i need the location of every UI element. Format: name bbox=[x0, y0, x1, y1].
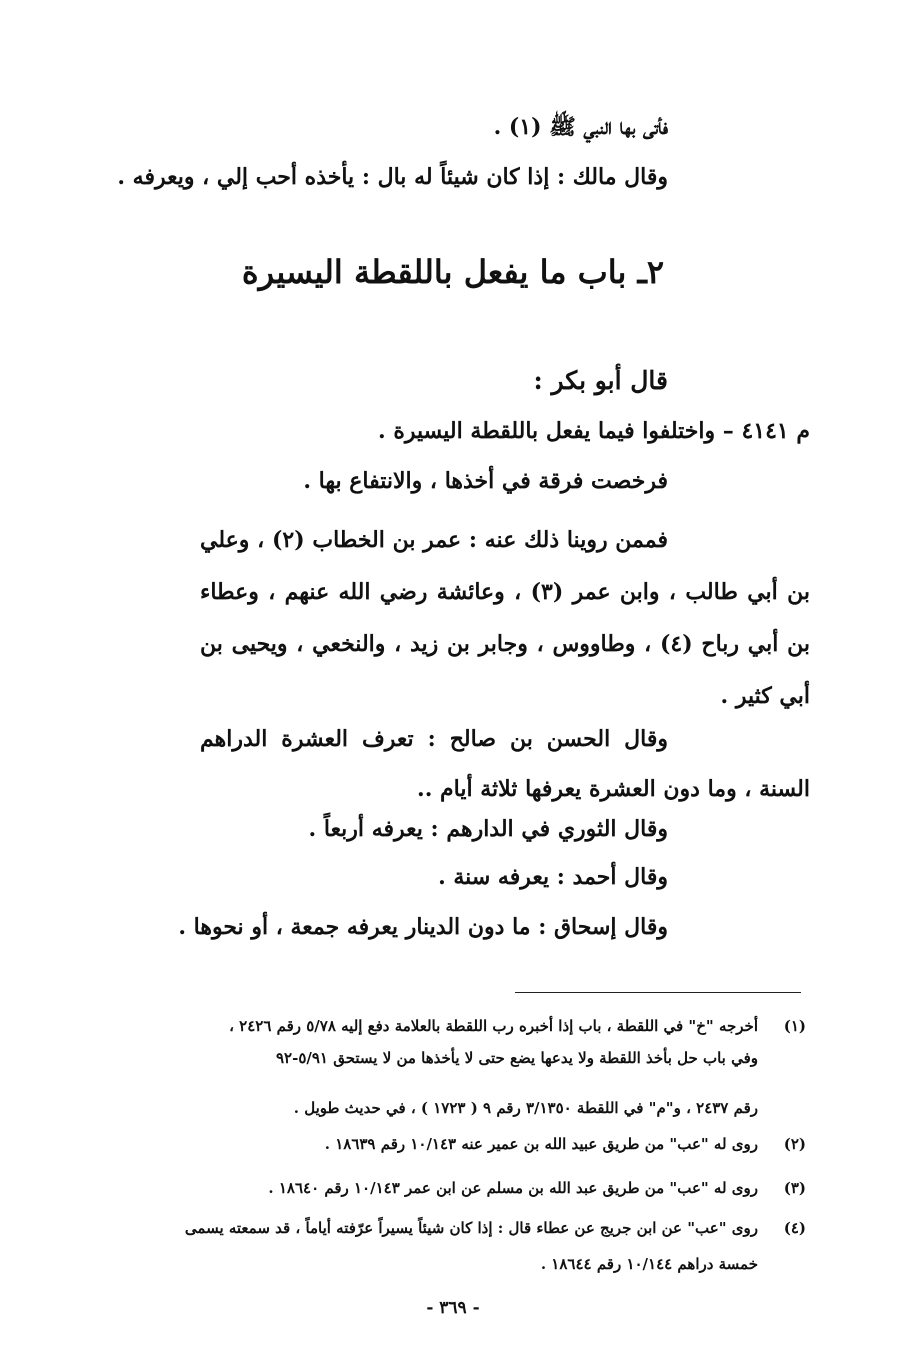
footnote-number: (٤) bbox=[783, 1219, 806, 1237]
paragraph: وقال الحسن بن صالح : تعرف العشرة الدراهم السنة ، وما دون العشرة يعرفها ثلاثة أيام .. bbox=[200, 726, 810, 802]
footnote-divider bbox=[515, 992, 801, 993]
footnote-text: روى "عب" عن ابن جريج عن عطاء قال : إذا كان شيئاً يسيراً عرّفته أياماً ، قد سمعته يسمى bbox=[184, 1219, 758, 1237]
footnote-number: (٢) bbox=[783, 1135, 806, 1153]
footnote-text: وفي باب حل بأخذ اللقطة ولا يدعها يضع حتى لا يأخذها من لا يستحق ٥/٩١-٩٢ bbox=[275, 1049, 758, 1067]
footnote-number: (٣) bbox=[783, 1179, 806, 1197]
text-line: فأتى بها النبي ﷺ (١) . bbox=[493, 114, 668, 140]
footnote-text: أخرجه "خ" في اللقطة ، باب إذا أخبره رب اللقطة بالعلامة دفع إليه ٥/٧٨ رقم ٢٤٢٦ ، bbox=[229, 1017, 758, 1035]
paragraph: وقال أحمد : يعرفه سنة . bbox=[438, 864, 668, 890]
page-number: - ٣٦٩ - bbox=[426, 1298, 480, 1318]
chapter-title: ٢ـ باب ما يفعل باللقطة اليسيرة bbox=[241, 253, 665, 291]
entry-line: م ٤١٤١ – واختلفوا فيما يفعل باللقطة اليسيرة . bbox=[378, 418, 810, 444]
footnote-text: رقم ٢٤٣٧ ، و"م" في اللقطة ٣/١٣٥٠ رقم ٩ ( ١٧٢٣ ) ، في حديث طويل . bbox=[293, 1099, 758, 1117]
paragraph: وقال إسحاق : ما دون الدينار يعرفه جمعة ، أو نحوها . bbox=[178, 914, 668, 940]
text-line: وقال مالك : إذا كان شيئاً له بال : يأخذه أحب إلي ، ويعرفه . bbox=[117, 164, 668, 190]
footnote-text: خمسة دراهم ١٠/١٤٤ رقم ١٨٦٤٤ . bbox=[540, 1255, 758, 1273]
footnote-text: روى له "عب" من طريق عبيد الله بن عمير عنه ١٠/١٤٣ رقم ١٨٦٣٩ . bbox=[324, 1135, 758, 1153]
paragraph: وقال الثوري في الدارهم : يعرفه أربعاً . bbox=[308, 816, 668, 842]
footnote-text: روى له "عب" من طريق عبد الله بن مسلم عن ابن عمر ١٠/١٤٣ رقم ١٨٦٤٠ . bbox=[268, 1179, 758, 1197]
author-intro: قال أبو بكر : bbox=[533, 366, 668, 395]
paragraph: فممن روينا ذلك عنه : عمر بن الخطاب (٢) ، وعلي بن أبي طالب ، وابن عمر (٣) ، وعائشة رضي الله عنهم ، وعطاء بن أبي رباح (٤) ، وطاووس ، وجابر بن زيد ، والنخعي ، ويحيى بن أبي كثير . bbox=[200, 527, 810, 709]
paragraph: فرخصت فرقة في أخذها ، والانتفاع بها . bbox=[303, 468, 668, 494]
footnote-number: (١) bbox=[783, 1017, 806, 1035]
